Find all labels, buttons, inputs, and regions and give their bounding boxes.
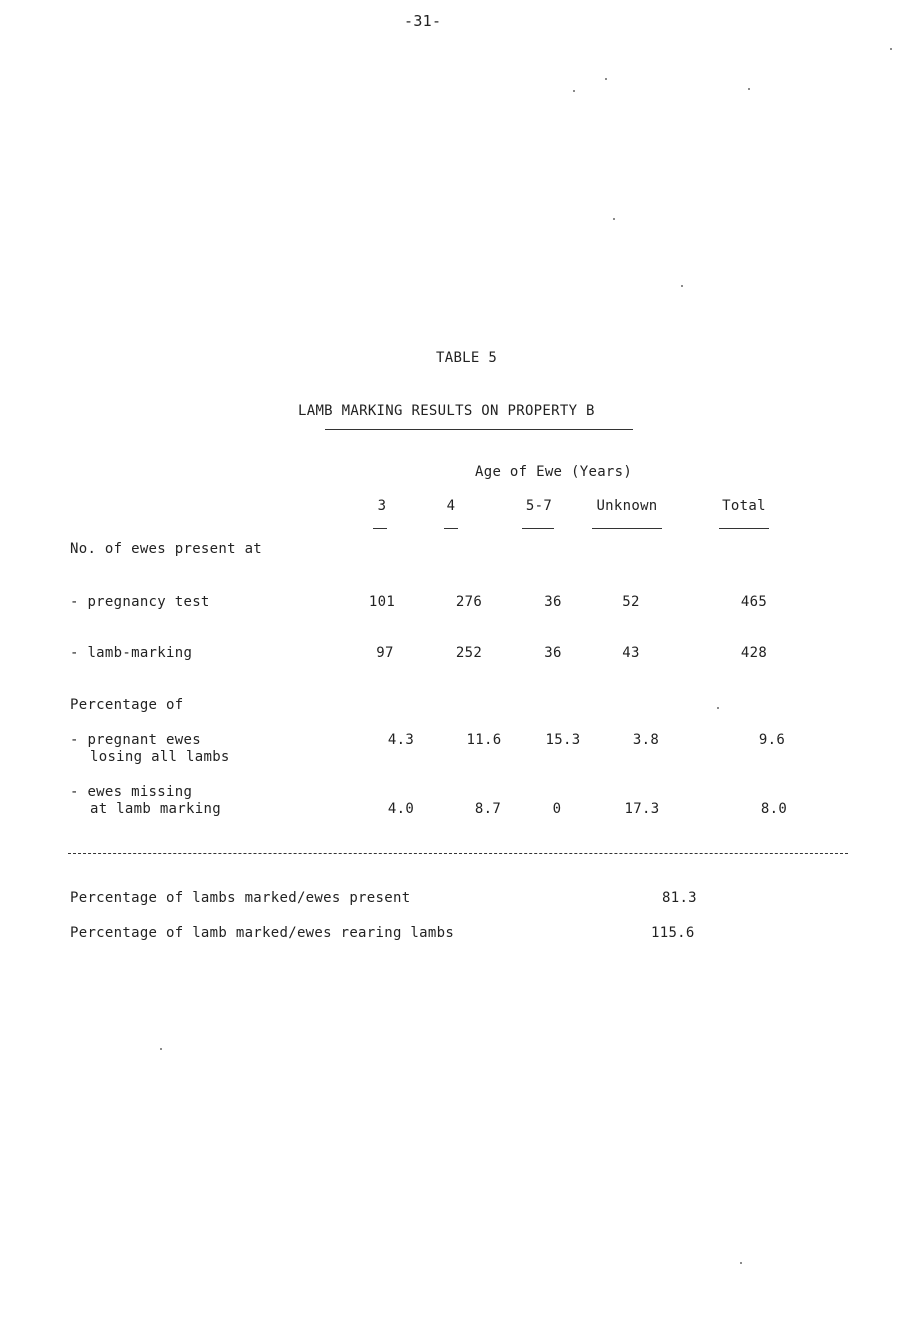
cell-value: 15.3 bbox=[545, 732, 581, 748]
cell-value: 36 bbox=[544, 645, 562, 661]
cell-value: 11.6 bbox=[466, 732, 502, 748]
scan-speck bbox=[717, 707, 719, 709]
section-heading: Percentage of bbox=[70, 697, 184, 713]
summary-label: Percentage of lamb marked/ewes rearing lambs bbox=[70, 925, 455, 941]
section-heading: No. of ewes present at bbox=[70, 541, 263, 557]
column-header-unknown: Unknown bbox=[596, 498, 658, 514]
cell-value: 4.0 bbox=[387, 801, 415, 817]
cell-value: 36 bbox=[544, 594, 562, 610]
scan-speck bbox=[573, 90, 575, 92]
column-header-total: Total bbox=[722, 498, 766, 514]
summary-value: 115.6 bbox=[651, 925, 695, 941]
table-bottom-rule bbox=[68, 853, 848, 854]
cell-value: 97 bbox=[376, 645, 394, 661]
cell-value: 3.8 bbox=[632, 732, 660, 748]
column-header-5-7: 5-7 bbox=[525, 498, 553, 514]
row-label: - pregnancy test bbox=[70, 594, 210, 610]
cell-value: 0 bbox=[552, 801, 562, 817]
column-underline bbox=[522, 528, 554, 529]
row-label-line2: losing all lambs bbox=[90, 749, 230, 765]
row-label-line2: at lamb marking bbox=[90, 801, 221, 817]
cell-value: 252 bbox=[455, 645, 483, 661]
scan-speck bbox=[890, 48, 892, 50]
group-header: Age of Ewe (Years) bbox=[475, 464, 633, 480]
scan-speck bbox=[681, 285, 683, 287]
page-number: -31- bbox=[404, 12, 442, 30]
column-underline bbox=[373, 528, 387, 529]
column-underline bbox=[444, 528, 458, 529]
scan-speck bbox=[613, 218, 615, 220]
cell-value: 428 bbox=[740, 645, 768, 661]
table-label: TABLE 5 bbox=[436, 350, 498, 366]
summary-label: Percentage of lambs marked/ewes present bbox=[70, 890, 411, 906]
row-label: - lamb-marking bbox=[70, 645, 193, 661]
scan-speck bbox=[740, 1262, 742, 1264]
scan-speck bbox=[748, 88, 750, 90]
table-title-underline bbox=[325, 429, 633, 430]
cell-value: 276 bbox=[455, 594, 483, 610]
cell-value: 465 bbox=[740, 594, 768, 610]
cell-value: 52 bbox=[622, 594, 640, 610]
table-title: LAMB MARKING RESULTS ON PROPERTY B bbox=[298, 403, 595, 419]
summary-value: 81.3 bbox=[662, 890, 697, 906]
column-underline bbox=[592, 528, 662, 529]
column-header-4: 4 bbox=[446, 498, 456, 514]
cell-value: 101 bbox=[368, 594, 396, 610]
row-label-line1: - ewes missing bbox=[70, 784, 193, 800]
column-header-3: 3 bbox=[377, 498, 387, 514]
cell-value: 8.0 bbox=[760, 801, 788, 817]
cell-value: 4.3 bbox=[387, 732, 415, 748]
cell-value: 8.7 bbox=[474, 801, 502, 817]
row-label-line1: - pregnant ewes bbox=[70, 732, 201, 748]
scan-speck bbox=[605, 78, 607, 80]
cell-value: 9.6 bbox=[758, 732, 786, 748]
scan-speck bbox=[160, 1048, 162, 1050]
column-underline bbox=[719, 528, 769, 529]
cell-value: 17.3 bbox=[624, 801, 660, 817]
cell-value: 43 bbox=[622, 645, 640, 661]
